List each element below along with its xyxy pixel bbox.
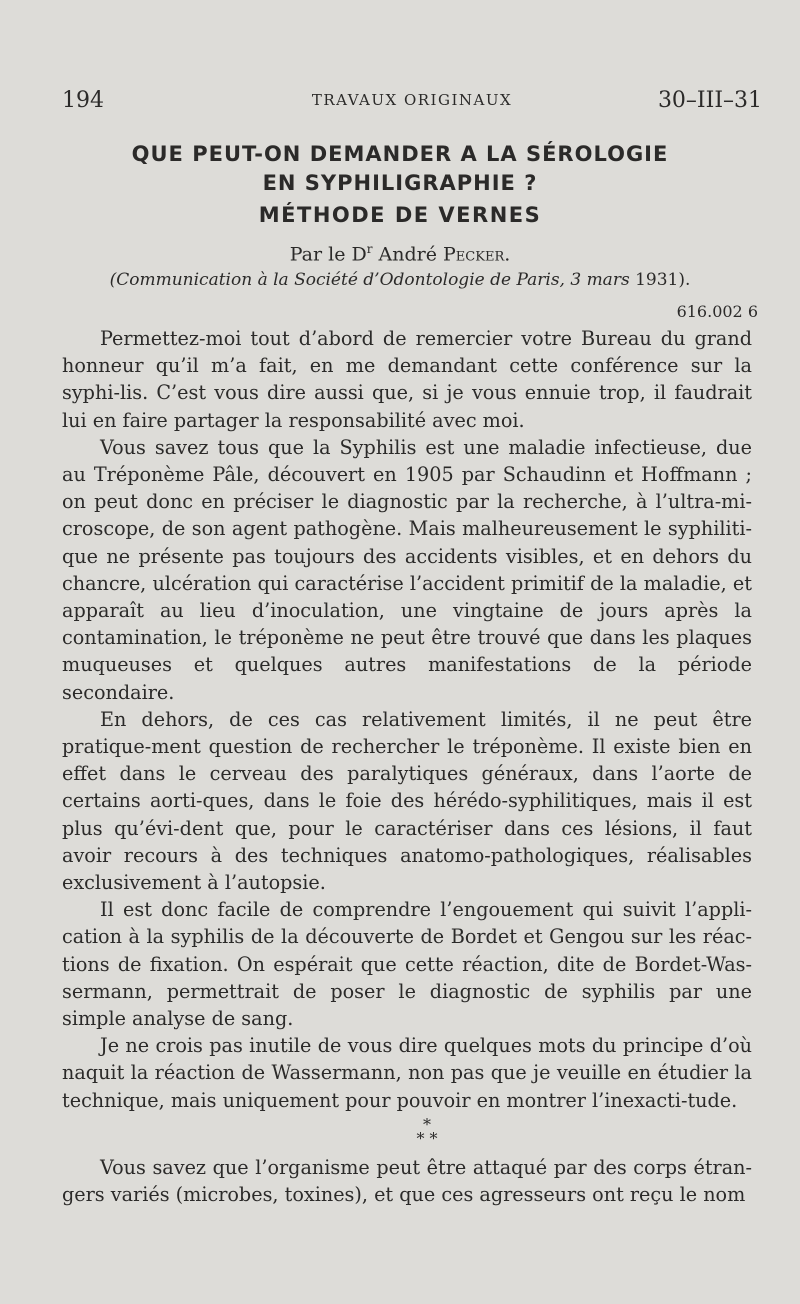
title-line-2: EN SYPHILIGRAPHIE ? <box>262 171 538 195</box>
body-text <box>62 325 752 1208</box>
asterism-top: * <box>423 1114 431 1134</box>
classification-code: 616.002 6 <box>676 302 758 321</box>
paragraph-2: Vous savez tous que la Syphilis est une maladie infectieuse, due au Tréponème Pâle, découvert en 1905 par Schaudinn et Hoffmann ; on peut donc en préciser le diagnostic par la recherche, à l’ultra-mi-croscope, de son agent pathogène. Mais malheureusement le syphiliti-que ne présente pas toujours des accidents visibles, et en dehors du chancre, ulcération qui caractérise l’accident primitif de la maladie, et apparaît au lieu d’inoculation, une vingtaine de jours après la contamination, le tréponème ne peut être trouvé que dans les plaques muqueuses et quelques autres manifestations de la période secondaire. <box>62 435 752 704</box>
author-last-name: Pecker. <box>443 243 511 266</box>
communication-year: 1931). <box>635 270 691 290</box>
byline-sup: r <box>366 242 373 256</box>
running-head <box>62 88 762 114</box>
author-first-name: André <box>378 243 437 266</box>
title-line-1: QUE PEUT-ON DEMANDER A LA SÉROLOGIE <box>131 142 669 166</box>
article-subtitle: MÉTHODE DE VERNES <box>258 203 542 227</box>
paragraph-4: Il est donc facile de comprendre l’engouement qui suivit l’appli-cation à la syphilis de la découverte de Bordet et Gengou sur les réac-tions de fixation. On espérait que cette réaction, dite de Bordet-Was-sermann, permettrait de poser le diagnostic de syphilis par une simple analyse de sang. <box>62 898 752 1031</box>
byline <box>60 242 740 265</box>
asterism-bottom: * * <box>416 1128 438 1148</box>
paragraph-5: Je ne crois pas inutile de vous dire quelques mots du principe d’où naquit la réaction de Wassermann, non pas que je veuille en étudier la technique, mais uniquement pour pouvoir en montrer l’inexacti-tude. <box>62 1034 752 1112</box>
article-title <box>60 140 740 198</box>
asterism <box>102 1114 752 1154</box>
paragraph-6: Vous savez que l’organisme peut être attaqué par des corps étran-gers variés (microbes, toxines), et que ces agresseurs ont reçu le nom <box>62 1155 752 1207</box>
communication-text: (Communication à la Société d’Odontologie de Paris, 3 mars <box>109 270 630 290</box>
communication-note <box>60 270 740 290</box>
issue-date: 30–III–31 <box>657 88 762 113</box>
byline-prefix: Par le D <box>289 243 367 266</box>
paragraph-1: Permettez-moi tout d’abord de remercier votre Bureau du grand honneur qu’il m’a fait, en me demandant cette conférence sur la syphi-lis. C’est vous dire aussi que, si je vous ennuie trop, il faudrait lui en faire partager la responsabilité avec moi. <box>62 327 752 432</box>
page-number: 194 <box>62 88 104 113</box>
paragraph-3: En dehors, de ces cas relativement limités, il ne peut être pratique-ment question de rechercher le tréponème. Il existe bien en effet dans le cerveau des paralytiques généraux, dans l’aorte de certains aorti-ques, dans le foie des hérédo-syphilitiques, mais il est plus qu’évi-dent que, pour le caractériser dans ces lésions, il faut avoir recours à des techniques anatomo-pathologiques, réalisables exclusivement à l’autopsie. <box>62 707 752 895</box>
running-title: TRAVAUX ORIGINAUX <box>311 91 513 109</box>
